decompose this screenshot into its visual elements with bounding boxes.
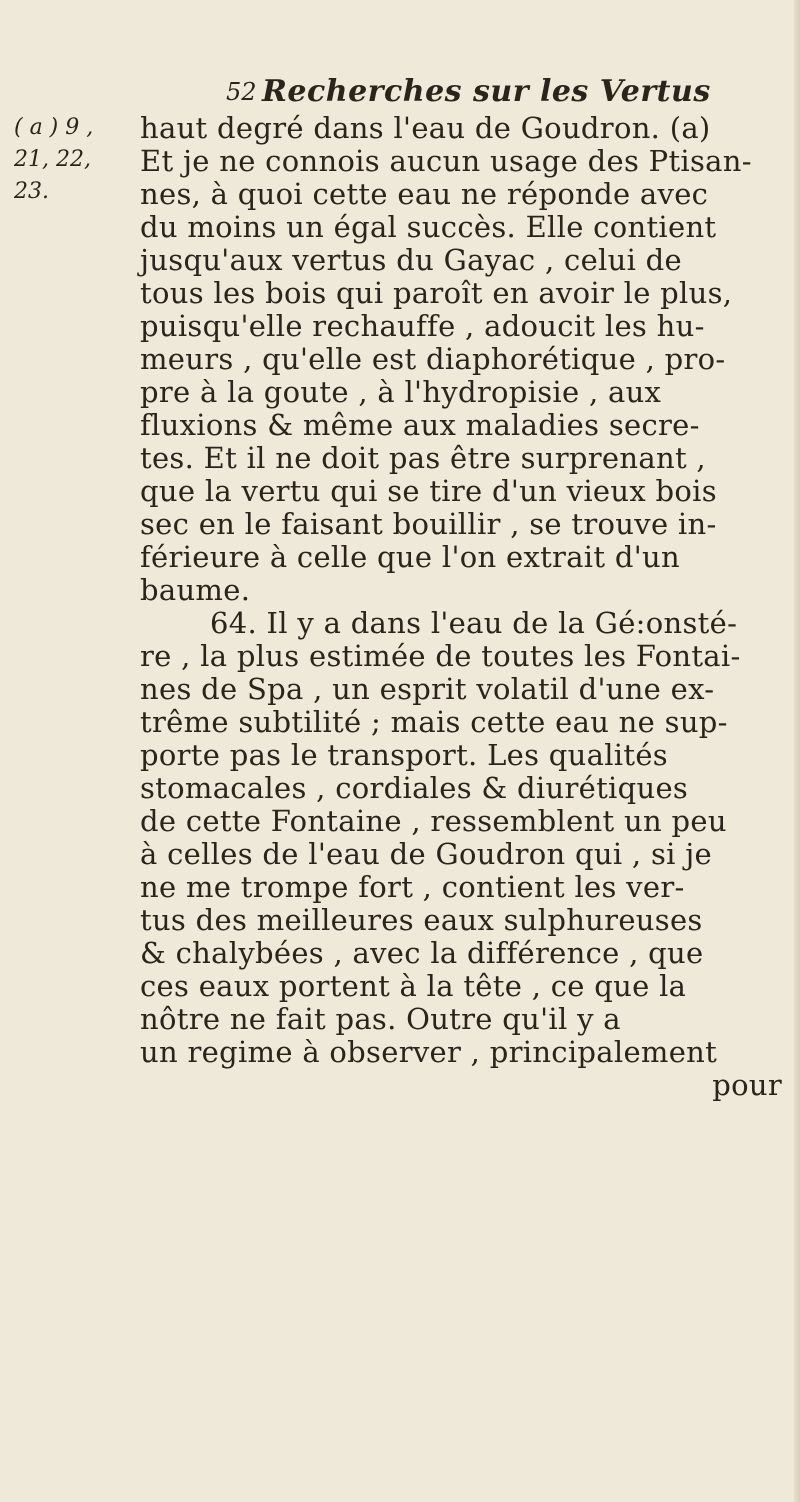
text-line: nes de Spa , un esprit volatil d'une ex- — [140, 672, 715, 706]
margin-note: ( a ) 9 , — [14, 115, 94, 140]
text-line: sec en le faisant bouillir , se trouve in- — [140, 507, 717, 541]
text-line: fluxions & même aux maladies secre- — [140, 408, 700, 442]
paragraph-start-line: 64. Il y a dans l'eau de la Gé:onsté- — [210, 606, 738, 640]
text-line: puisqu'elle rechauffe , adoucit les hu- — [140, 309, 705, 343]
margin-note: 23. — [14, 179, 49, 204]
margin-note: 21, 22, — [14, 147, 91, 172]
text-line: baume. — [140, 573, 251, 607]
text-line: à celles de l'eau de Goudron qui , si je — [140, 837, 712, 871]
text-line: un regime à observer , principalement — [140, 1035, 718, 1069]
text-line: de cette Fontaine , ressemblent un peu — [140, 804, 727, 838]
page-edge — [794, 0, 800, 1502]
text-line: que la vertu qui se tire d'un vieux bois — [140, 474, 717, 508]
text-line: stomacales , cordiales & diurétiques — [140, 771, 689, 805]
text-line: tus des meilleures eaux sulphureuses — [140, 903, 703, 937]
page-header — [0, 72, 800, 112]
text-line: tous les bois qui paroît en avoir le plus, — [140, 276, 733, 310]
text-line: du moins un égal succès. Elle contient — [140, 210, 717, 244]
body-text — [140, 112, 790, 1102]
text-line: Et je ne connois aucun usage des Ptisan- — [140, 144, 752, 178]
text-line: ces eaux portent à la tête , ce que la — [140, 969, 687, 1003]
text-line: haut degré dans l'eau de Goudron. (a) — [140, 111, 711, 145]
catchword: pour — [712, 1068, 782, 1102]
text-line: tes. Et il ne doit pas être surprenant , — [140, 441, 706, 475]
margin-notes — [14, 112, 124, 208]
page-number: 52 — [226, 78, 257, 106]
text-line: pre à la goute , à l'hydropisie , aux — [140, 375, 662, 409]
text-line: nes, à quoi cette eau ne réponde avec — [140, 177, 709, 211]
text-line: re , la plus estimée de toutes les Fontai- — [140, 639, 741, 673]
text-line: ne me trompe fort , contient les ver- — [140, 870, 685, 904]
text-line: meurs , qu'elle est diaphorétique , pro- — [140, 342, 726, 376]
text-line: jusqu'aux vertus du Gayac , celui de — [140, 243, 683, 277]
text-line: trême subtilité ; mais cette eau ne sup- — [140, 705, 728, 739]
running-title: Recherches sur les Vertus — [262, 74, 711, 109]
text-line: porte pas le transport. Les qualités — [140, 738, 668, 772]
text-line: férieure à celle que l'on extrait d'un — [140, 540, 680, 574]
text-line: nôtre ne fait pas. Outre qu'il y a — [140, 1002, 621, 1036]
text-line: & chalybées , avec la différence , que — [140, 936, 704, 970]
